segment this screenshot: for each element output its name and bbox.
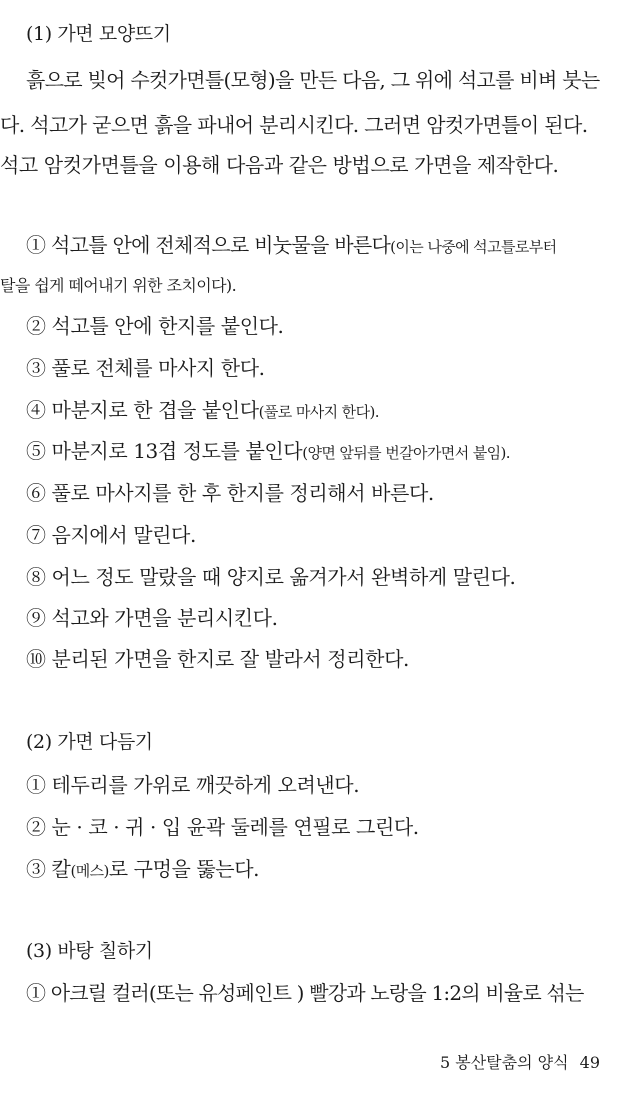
chapter-title: 5 봉산탈춤의 양식	[440, 1053, 569, 1072]
step-item: ② 석고틀 안에 한지를 붙인다.	[26, 314, 284, 338]
step-item: ③ 풀로 전체를 마사지 한다.	[26, 356, 265, 380]
step-item: ⑩ 분리된 가면을 한지로 잘 발라서 정리한다.	[26, 647, 409, 671]
step-item: ⑥ 풀로 마사지를 한 후 한지를 정리해서 바른다.	[26, 481, 434, 505]
page-footer	[440, 1052, 600, 1074]
step-item: ① 아크릴 컬러(또는 유성페인트 ) 빨강과 노랑을 1:2의 비율로 섞는	[26, 981, 584, 1005]
step-item: ① 테두리를 가위로 깨끗하게 오려낸다.	[26, 773, 360, 797]
step-item: ④ 마분지로 한 겹을 붙인다(풀로 마사지 한다).	[26, 398, 379, 422]
step-item: ⑧ 어느 정도 말랐을 때 양지로 옮겨가서 완벽하게 말린다.	[26, 565, 516, 589]
paragraph-line: 석고 암컷가면틀을 이용해 다음과 같은 방법으로 가면을 제작한다.	[0, 153, 559, 177]
step-continuation: 탈을 쉽게 떼어내기 위한 조치이다).	[0, 276, 237, 295]
paragraph-line: 다. 석고가 굳으면 흙을 파내어 분리시킨다. 그러면 암컷가면틀이 된다.	[0, 113, 588, 137]
section-heading-base-painting: (3) 바탕 칠하기	[26, 940, 153, 962]
step-item: ① 석고틀 안에 전체적으로 비눗물을 바른다(이는 나중에 석고틀로부터	[26, 233, 557, 257]
step-item: ⑤ 마분지로 13겹 정도를 붙인다(양면 앞뒤를 번갈아가면서 붙임).	[26, 439, 510, 463]
section-heading-mask-trimming: (2) 가면 다듬기	[26, 731, 153, 753]
paragraph-line: 흙으로 빚어 수컷가면틀(모형)을 만든 다음, 그 위에 석고를 비벼 붓는	[26, 68, 600, 92]
section-heading-mask-molding: (1) 가면 모양뜨기	[26, 23, 171, 45]
step-item: ② 눈 · 코 · 귀 · 입 윤곽 둘레를 연필로 그린다.	[26, 815, 419, 839]
step-item: ③ 칼(메스)로 구멍을 뚫는다.	[26, 857, 260, 881]
page-number: 49	[579, 1053, 600, 1072]
step-item: ⑦ 음지에서 말린다.	[26, 523, 196, 547]
step-item: ⑨ 석고와 가면을 분리시킨다.	[26, 606, 278, 630]
